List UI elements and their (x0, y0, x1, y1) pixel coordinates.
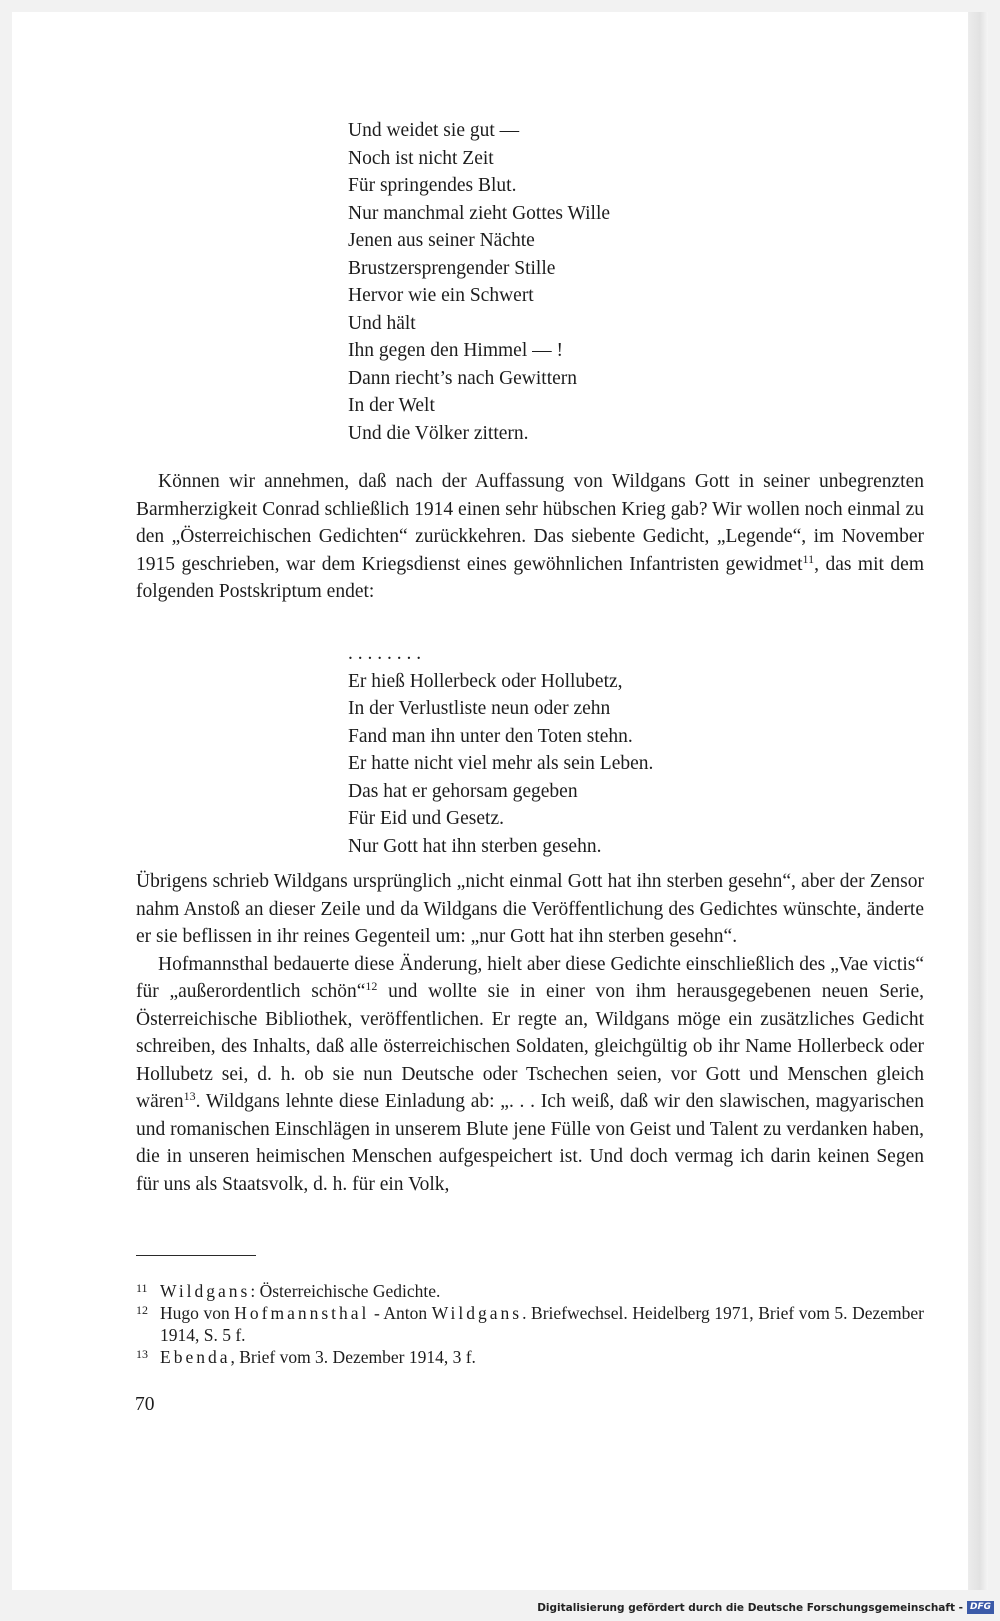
footnote-text: . Briefwechsel. Heidelberg 1971, Brief vom 5. Dezember 1914, S. 5 f. (160, 1303, 924, 1345)
paragraph-text: und wollte sie in einer von ihm herausgegebenen neuen Serie, Österreichische Bibliothek, veröffentlichen. Er regte an, Wildgans möge ein zusätzliches Gedicht schreiben, des Inhalts, daß alle österreichischen Soldaten, gleichgültig ob ihr Name Hollerbeck oder Hollubetz sei, d. h. ob sie nun Deutsche oder Tschechen seien, vor Gott und Menschen gleich wären (136, 981, 925, 1112)
paragraph-text: . Wildgans lehnte diese Einladung ab: „. . . Ich weiß, daß wir den slawischen, magyarischen und romanischen Einschlägen in unserem Blute jene Fülle von Geist und Talent zu verdanken haben, die in unseren heimischen Menschen aufgespeichert ist. Und doch vermag ich darin keinen Segen für uns als Staatsvolk, d. h. für ein Volk, (136, 1091, 924, 1195)
paragraph-text: Hofmannsthal bedauerte diese Änderung, hielt aber diese Gedichte einschließlich des „Vae victis“ für „außerordentlich schön“ (136, 953, 924, 1002)
poem-line: Für springendes Blut. (348, 175, 517, 196)
footnote-text: : Österreichische Gedichte. (250, 1281, 441, 1301)
poem-line: Jenen aus seiner Nächte (348, 230, 535, 251)
footnote-text: Hugo von (160, 1303, 235, 1323)
footer-text: Digitalisierung gefördert durch die Deutsche Forschungsgemeinschaft - (537, 1601, 963, 1614)
footnote-number: 12 (136, 1303, 148, 1317)
poem-line: Und hält (348, 312, 416, 334)
footnote-ref: 11 (802, 551, 815, 566)
poem-line: Brustzersprengender Stille (348, 257, 556, 279)
footnote-author: Ebenda (160, 1347, 231, 1367)
paragraph-1 (136, 468, 924, 606)
poem-line: Nur Gott hat ihn sterben gesehn. (348, 835, 602, 857)
footnote-ref: 13 (183, 1089, 196, 1103)
dfg-logo: DFG (967, 1601, 994, 1614)
paragraph-text: , das mit dem folgenden Postskriptum endet: (136, 553, 924, 602)
poem-line: Ihn gegen den Himmel — ! (348, 340, 563, 361)
page-edge (968, 12, 988, 1590)
poem-line: Für Eid und Gesetz. (348, 808, 504, 829)
footnote-rule (136, 1255, 256, 1256)
poem-block-1 (348, 117, 610, 447)
footnote-ref: 12 (365, 979, 378, 993)
footnote-number: 13 (136, 1347, 148, 1361)
poem-line: Er hieß Hollerbeck oder Hollubetz, (348, 670, 623, 692)
poem-line: Das hat er gehorsam gegeben (348, 780, 578, 802)
footnote-author: Wildgans (160, 1281, 251, 1301)
poem-line: Und die Völker zittern. (348, 422, 529, 444)
footnote-13 (136, 1346, 924, 1368)
poem-line: Hervor wie ein Schwert (348, 285, 534, 306)
footnotes (136, 1280, 924, 1368)
page-number: 70 (135, 1394, 155, 1415)
poem-ellipsis: . . . . . . . . (348, 643, 422, 664)
footnote-11 (136, 1280, 924, 1302)
footnote-author: Hofmannsthal (234, 1303, 370, 1323)
poem-line: In der Welt (348, 395, 435, 416)
poem-line: Noch ist nicht Zeit (348, 147, 494, 169)
paragraph-3 (136, 951, 924, 1199)
digitization-footer (537, 1601, 994, 1614)
poem-line: Er hatte nicht viel mehr als sein Leben. (348, 753, 654, 774)
footnote-12 (136, 1302, 924, 1346)
poem-line: Und weidet sie gut — (348, 120, 520, 141)
footnote-number: 11 (136, 1281, 148, 1295)
paragraphs-2-3 (136, 868, 924, 1198)
footnote-text: , Brief vom 3. Dezember 1914, 3 f. (230, 1347, 476, 1367)
footnote-text: - Anton (369, 1303, 432, 1323)
poem-block-2 (348, 640, 653, 860)
poem-line: Fand man ihn unter den Toten stehn. (348, 725, 633, 747)
poem-line: Nur manchmal zieht Gottes Wille (348, 202, 611, 224)
paragraph-2: Übrigens schrieb Wildgans ursprünglich „nicht einmal Gott hat ihn sterben gesehn“, aber der Zensor nahm Anstoß an dieser Zeile und da Wildgans die Veröffentlichung des Gedichtes wünschte, änderte er sie beflissen in ihr reines Gegenteil um: „nur Gott hat ihn sterben gesehn“. (136, 871, 924, 947)
footnote-author: Wildgans (431, 1303, 523, 1323)
poem-line: Dann riecht’s nach Gewittern (348, 367, 578, 389)
paragraph-text: Können wir annehmen, daß nach der Auffassung von Wildgans Gott in seiner unbegrenzten Barmherzigkeit Conrad schließlich 1914 einen sehr hübschen Krieg gab? Wir wollen noch einmal zu den „Österreichischen Gedichten“ zurückkehren. Das siebente Gedicht, „Legende“, im November 1915 geschrieben, war dem Kriegsdienst eines gewöhnlichen Infantristen gewidmet (136, 471, 924, 575)
poem-line: In der Verlustliste neun oder zehn (348, 698, 611, 719)
